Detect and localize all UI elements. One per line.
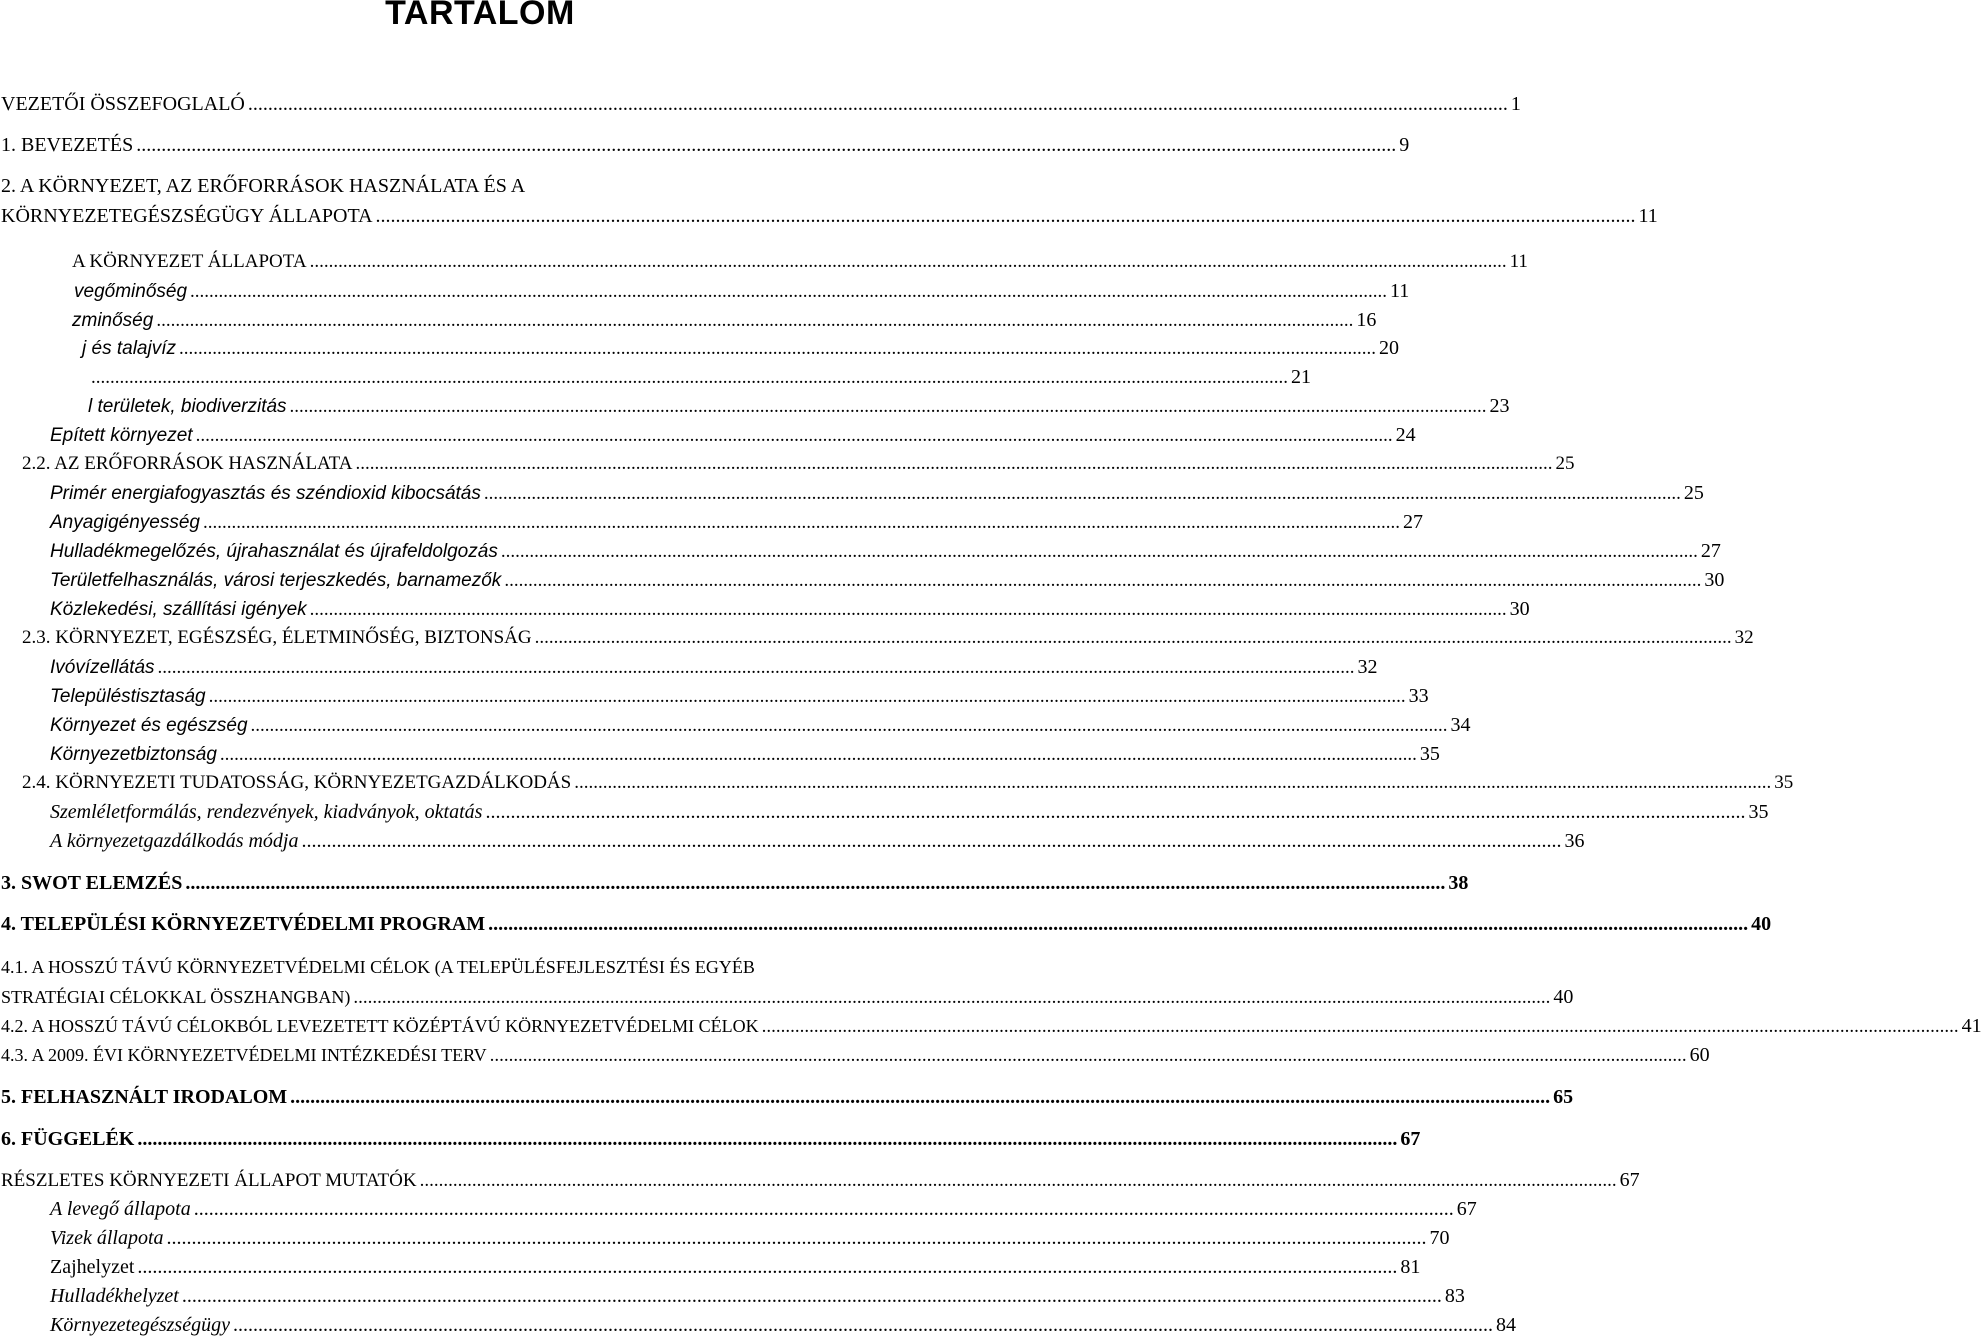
toc-entry-page: 67: [1400, 1128, 1421, 1150]
toc-entry[interactable]: [1, 1015, 1982, 1037]
toc-entry-title: 1. BEVEZETÉS: [1, 134, 134, 156]
leader-dots: [355, 454, 1552, 473]
toc-entry[interactable]: [72, 309, 1377, 331]
toc-entry[interactable]: [1, 93, 1521, 115]
toc-entry-page: 67: [1456, 1198, 1477, 1220]
toc-entry-title: A levegő állapota: [50, 1198, 191, 1220]
toc-entry[interactable]: [1, 205, 1658, 227]
toc-entry-page: 30: [1509, 598, 1530, 620]
toc-entry-page: 40: [1751, 913, 1772, 935]
toc-entry[interactable]: [50, 656, 1378, 678]
leader-dots: [137, 1257, 1397, 1277]
page-title: TARTALOM: [385, 0, 575, 32]
toc-entry-title: 4.1. A HOSSZÚ TÁVÚ KÖRNYEZETVÉDELMI CÉLOK (A TELEPÜLÉSFEJLESZTÉSI ÉS EGYÉB: [1, 957, 755, 977]
leader-dots: [203, 513, 1400, 532]
toc-entry-title: A KÖRNYEZET ÁLLAPOTA: [72, 251, 307, 272]
toc-entry-title: vegőminőség: [74, 281, 188, 302]
toc-entry[interactable]: [50, 511, 1423, 533]
toc-entry[interactable]: [50, 830, 1585, 852]
toc-entry-page: 16: [1356, 309, 1377, 331]
toc-entry-page: 40: [1553, 986, 1574, 1008]
toc-entry-title: Környezetbiztonság: [50, 744, 217, 765]
toc-entry-title: VEZETŐI ÖSSZEFOGLALÓ: [1, 93, 245, 115]
toc-entry[interactable]: [50, 1198, 1477, 1220]
toc-entry-title: RÉSZLETES KÖRNYEZETI ÁLLAPOT MUTATÓK: [1, 1170, 417, 1191]
leader-dots: [220, 745, 1417, 764]
toc-entry[interactable]: [50, 743, 1440, 765]
toc-entry-page: 34: [1450, 714, 1471, 736]
toc-entry-title: Közlekedési, szállítási igények: [50, 599, 307, 620]
toc-entry-title: 3. SWOT ELEMZÉS: [1, 872, 183, 894]
leader-dots: [353, 988, 1550, 1007]
toc-entry[interactable]: [88, 366, 1311, 388]
toc-entry-title: 5. FELHASZNÁLT IRODALOM: [1, 1086, 288, 1108]
toc-entry[interactable]: [74, 280, 1410, 302]
toc-entry-title: STRATÉGIAI CÉLOKKAL ÖSSZHANGBAN): [1, 987, 351, 1007]
toc-entry-title: Hulladékmegelőzés, újrahasználat és újrafeldolgozás: [50, 541, 498, 562]
toc-entry[interactable]: [22, 453, 1575, 474]
leader-dots: [290, 397, 1487, 416]
toc-entry-page: 33: [1408, 685, 1429, 707]
toc-entry-title: 2.4. KÖRNYEZETI TUDATOSSÁG, KÖRNYEZETGAZDÁLKODÁS: [22, 772, 572, 793]
toc-entry[interactable]: [50, 1285, 1465, 1307]
toc-entry[interactable]: [1, 872, 1469, 894]
leader-dots: [762, 1017, 1959, 1036]
toc-entry-page: 35: [1419, 743, 1440, 765]
toc-entry-title: l területek, biodiverzitás: [88, 396, 287, 417]
leader-dots: [91, 368, 1288, 387]
leader-dots: [194, 1199, 1454, 1219]
toc-entry-page: 41: [1961, 1015, 1982, 1037]
toc-entry[interactable]: [1, 1086, 1574, 1108]
toc-entry-page: 24: [1395, 424, 1416, 446]
toc-entry[interactable]: [22, 627, 1754, 648]
toc-entry-page: 67: [1619, 1169, 1640, 1191]
toc-entry[interactable]: [82, 337, 1399, 359]
leader-dots: [504, 571, 1701, 590]
toc-entry[interactable]: [72, 251, 1528, 272]
toc-entry[interactable]: [50, 1256, 1421, 1278]
toc-entry-title: 2. A KÖRNYEZET, AZ ERŐFORRÁSOK HASZNÁLATA ÉS A: [1, 175, 526, 197]
toc-entry-title: 6. FÜGGELÉK: [1, 1128, 135, 1150]
toc-entry-page: 65: [1553, 1086, 1574, 1108]
toc-entry-page: 35: [1774, 772, 1794, 793]
leader-dots: [310, 600, 1507, 619]
toc-entry[interactable]: [22, 772, 1794, 793]
leader-dots: [485, 802, 1745, 822]
toc-entry[interactable]: [50, 714, 1471, 736]
leader-dots: [248, 94, 1508, 114]
toc-entry[interactable]: [50, 569, 1725, 591]
toc-entry-title: A környezetgazdálkodás módja: [50, 830, 299, 852]
toc-entry[interactable]: [1, 1169, 1640, 1191]
leader-dots: [376, 206, 1636, 226]
toc-entry-page: 11: [1509, 251, 1528, 272]
leader-dots: [420, 1171, 1617, 1190]
toc-entry-page: 23: [1489, 395, 1510, 417]
toc-entry-title: Hulladékhelyzet: [50, 1285, 179, 1307]
toc-entry[interactable]: [1, 913, 1772, 935]
toc-entry-title: Területfelhasználás, városi terjeszkedés, barnamezők: [50, 570, 502, 591]
toc-entry-title: Ivóvízellátás: [50, 657, 155, 678]
toc-entry-title: KÖRNYEZETEGÉSZSÉGÜGY ÁLLAPOTA: [1, 205, 373, 227]
toc-entry-title: Településtisztaság: [50, 686, 206, 707]
leader-dots: [574, 773, 1771, 792]
toc-entry-page: 32: [1734, 627, 1754, 648]
leader-dots: [196, 426, 1393, 445]
toc-entry[interactable]: [1, 1044, 1710, 1066]
leader-dots: [137, 1129, 1397, 1149]
leader-dots: [251, 716, 1448, 735]
toc-entry-page: 36: [1564, 830, 1585, 852]
leader-dots: [310, 252, 1507, 271]
toc-entry-title: 2.3. KÖRNYEZET, EGÉSZSÉG, ÉLETMINŐSÉG, BIZTONSÁG: [22, 627, 532, 648]
toc-entry-page: 70: [1429, 1227, 1450, 1249]
toc-entry-title: Vizek állapota: [50, 1227, 164, 1249]
toc-entry-title: Környezetegészségügy: [50, 1314, 230, 1336]
toc-entry-title: 4. TELEPÜLÉSI KÖRNYEZETVÉDELMI PROGRAM: [1, 913, 486, 935]
leader-dots: [484, 484, 1681, 503]
toc-entry[interactable]: [50, 598, 1530, 620]
toc-entry[interactable]: [1, 1128, 1421, 1150]
leader-dots: [185, 873, 1445, 893]
toc-entry[interactable]: [1, 986, 1574, 1008]
toc-entry-page: 32: [1357, 656, 1378, 678]
toc-entry[interactable]: [88, 395, 1510, 417]
leader-dots: [209, 687, 1406, 706]
toc-entry-page: 11: [1638, 205, 1658, 227]
leader-dots: [156, 311, 1353, 330]
leader-dots: [535, 628, 1732, 647]
toc-entry-page: 27: [1403, 511, 1423, 533]
toc-entry-title: Zajhelyzet: [50, 1256, 135, 1278]
toc-entry-page: 30: [1704, 569, 1725, 591]
toc-entry-page: 81: [1400, 1256, 1421, 1278]
toc-entry-page: 25: [1555, 453, 1575, 474]
leader-dots: [488, 914, 1748, 934]
toc-entry-page: 25: [1683, 482, 1704, 504]
toc-entry-page: 1: [1510, 93, 1521, 115]
toc-entry-title: j és talajvíz: [82, 338, 176, 359]
toc-entry[interactable]: [1, 134, 1410, 156]
toc-entry[interactable]: [1, 176, 955, 196]
toc-entry-page: 84: [1495, 1314, 1516, 1336]
toc-entry-title: Környezet és egészség: [50, 715, 248, 736]
toc-entry-page: 35: [1748, 801, 1769, 823]
toc-entry-title: 4.3. A 2009. ÉVI KÖRNYEZETVÉDELMI INTÉZKEDÉSI TERV: [1, 1045, 487, 1065]
toc-entry-title: Szemléletformálás, rendezvények, kiadványok, oktatás: [50, 801, 483, 823]
leader-dots: [190, 282, 1387, 301]
toc-entry-title: 2.2. AZ ERŐFORRÁSOK HASZNÁLATA: [22, 453, 353, 474]
toc-entry-page: 9: [1399, 134, 1410, 156]
toc-entry-title: Epített környezet: [50, 425, 193, 446]
leader-dots: [158, 658, 1355, 677]
leader-dots: [302, 831, 1562, 851]
toc-entry-page: 11: [1390, 280, 1410, 302]
toc-entry-title: 4.2. A HOSSZÚ TÁVÚ CÉLOKBÓL LEVEZETETT KÖZÉPTÁVÚ KÖRNYEZETVÉDELMI CÉLOK: [1, 1016, 759, 1036]
toc-entry-page: 60: [1689, 1044, 1710, 1066]
leader-dots: [167, 1228, 1427, 1248]
toc-entry-page: 20: [1378, 337, 1399, 359]
toc-entry[interactable]: [50, 540, 1721, 562]
toc-entry[interactable]: [50, 424, 1416, 446]
toc-entry-title: Anyagigényesség: [50, 512, 200, 533]
toc-entry[interactable]: [50, 1314, 1516, 1336]
leader-dots: [136, 135, 1396, 155]
toc-entry[interactable]: [50, 482, 1704, 504]
toc-entry-page: 38: [1448, 872, 1469, 894]
leader-dots: [182, 1286, 1442, 1306]
leader-dots: [501, 542, 1698, 561]
toc-entry[interactable]: [50, 1227, 1450, 1249]
toc-entry-page: 27: [1700, 540, 1721, 562]
leader-dots: [290, 1087, 1550, 1107]
leader-dots: [233, 1315, 1493, 1335]
leader-dots: [179, 339, 1376, 358]
toc-entry[interactable]: [50, 685, 1429, 707]
toc-entry[interactable]: [50, 801, 1769, 823]
toc-entry[interactable]: [1, 958, 955, 976]
leader-dots: [490, 1046, 1687, 1065]
toc-entry-page: 21: [1291, 366, 1311, 388]
toc-entry-title: Primér energiafogyasztás és széndioxid kibocsátás: [50, 483, 481, 504]
toc-entry-page: 83: [1444, 1285, 1465, 1307]
toc-entry-title: zminőség: [72, 310, 154, 331]
